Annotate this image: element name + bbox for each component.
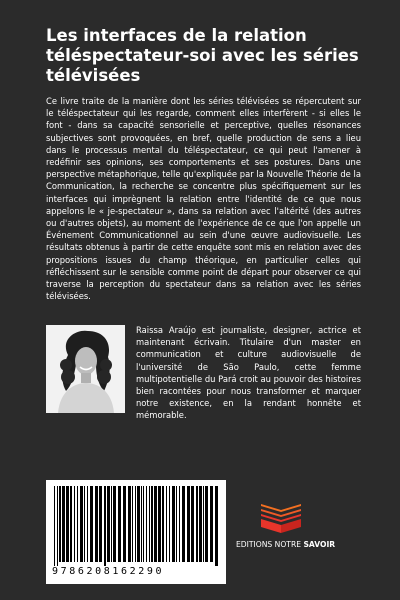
barcode-bar: [104, 486, 106, 566]
barcode-bar: [210, 486, 213, 562]
isbn-digits: 9786208162290: [52, 566, 165, 577]
barcode-bar: [176, 486, 177, 562]
barcode-bar: [118, 486, 121, 562]
author-photo: [46, 325, 125, 413]
barcode-bar: [166, 486, 167, 562]
barcode-bar: [111, 486, 112, 562]
publisher-name: [236, 540, 346, 549]
barcode-bar: [87, 486, 88, 562]
barcode-bar: [182, 486, 185, 562]
barcode-bar: [57, 486, 58, 566]
barcode-bar: [179, 486, 180, 562]
book-summary: Ce livre traite de la manière dont les séries télévisées se répercutent sur le téléspectateur qui les regarde, comment elles interfèrent - si elles le font - dans sa capacité sensorielle et perceptive, quelles résonances subjectives sont provoquées, en bref, quelle production de sens a lieu dans le processus mental du téléspectateur, ce qui peut l'amener à redéfinir ses opinions, ses comportements et ses postures. Dans une perspective métaphorique, telle qu'expliquée par la Nouvelle Théorie de la Communication, la recherche se concentre plus spécifiquement sur les interfaces qui imprègnent la relation entre l'identité de ce que nous appelons le « je-spectateur », dans sa relation avec l'altérité (des autres ou d'autres objets), au moment de l'expérience de ce que l'on appelle un Événement Communicationnel au sein d'une œuvre audiovisuelle. Les résultats obtenus à partir de cette enquête sont mis en relation avec des propositions issues du champ théorique, en particulier celles qui réfléchissent sur le sensible comme point de départ pour observer ce qui traverse la perception du spectateur dans sa relation avec les séries télévisées.: [46, 96, 361, 302]
barcode-bar: [54, 486, 55, 566]
publisher-name-prefix: EDITIONS NOTRE: [236, 540, 304, 549]
barcode-bar: [62, 486, 65, 562]
barcode-bar: [162, 486, 164, 562]
barcode-bar: [187, 486, 190, 562]
barcode-bar: [137, 486, 140, 562]
barcode-bar: [191, 486, 194, 562]
barcode-bar: [158, 486, 161, 562]
barcode-bar: [128, 486, 131, 562]
barcode-bar: [169, 486, 170, 562]
barcode-bar: [77, 486, 78, 562]
barcode-bar: [132, 486, 133, 562]
publisher-name-bold: SAVOIR: [303, 540, 336, 549]
barcode-bar: [90, 486, 93, 562]
barcode-bar: [172, 486, 175, 562]
barcode-bar: [99, 486, 102, 562]
barcode-bar: [196, 486, 198, 562]
barcode-bar: [59, 486, 61, 562]
author-bio: Raissa Araújo est journaliste, designer, actrice et maintenant écrivain. Titulaire d'un master en communication et culture audiovisuelle de l'université de São Paulo, cette femme multipotentielle du Pará croit au pouvoir des histoires bien racontées pour nous transformer et marquer notre existence, en la rendant honnête et mémorable.: [136, 325, 361, 421]
barcode-bar: [123, 486, 126, 562]
barcode-bar: [80, 486, 83, 562]
barcode-bar: [95, 486, 98, 562]
barcode-bar: [151, 486, 153, 562]
isbn-barcode: [46, 480, 226, 584]
barcode-bar: [199, 486, 202, 562]
barcode-bar: [154, 486, 157, 562]
barcode-bar: [143, 486, 144, 562]
book-title: Les interfaces de la relation téléspectateur-soi avec les séries télévisées: [46, 26, 359, 85]
barcode-bar: [70, 486, 72, 562]
barcode-bar: [113, 486, 116, 562]
barcode-bar: [74, 486, 75, 562]
barcode-bar: [205, 486, 208, 562]
barcode-bar: [149, 486, 150, 562]
barcode-bar: [135, 486, 136, 562]
barcode-bar: [107, 486, 110, 562]
barcode-bar: [146, 486, 147, 562]
barcode-bar: [84, 486, 85, 562]
barcode-bar: [141, 486, 142, 562]
barcode-bar: [66, 486, 69, 562]
publisher-logo-icon: [258, 500, 304, 536]
barcode-bar: [215, 486, 218, 566]
barcode-bar: [203, 486, 204, 562]
